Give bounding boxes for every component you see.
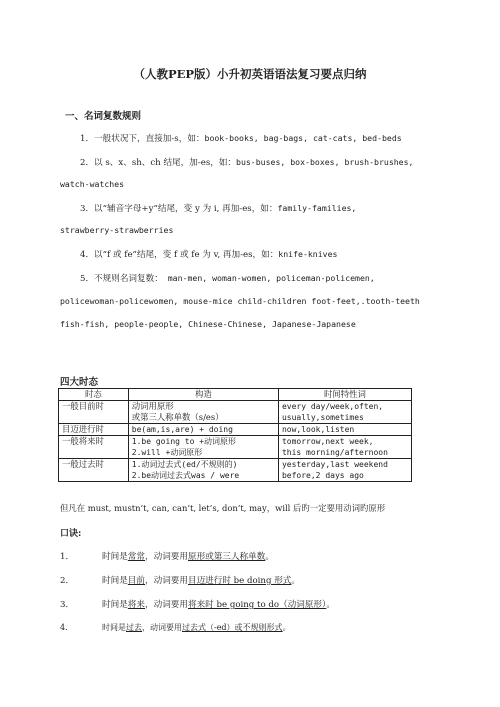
table-cell: tomorrow,next week, this morning/afternoon <box>278 436 411 459</box>
table-row <box>59 436 412 459</box>
table-row <box>59 401 412 424</box>
rule-line: fish-fish, people-people, Chinese-Chinese, Japanese-Japanese <box>60 319 356 329</box>
table-cell: yesterday,last weekend before,2 days ago <box>278 459 411 482</box>
rule-line: 5．不规则名词复数： man-men, woman-women, policeman-policemen, <box>80 273 375 284</box>
table-header-row <box>59 389 412 401</box>
table-cell: be(am,is,are) + doing <box>128 424 278 436</box>
mnemonic-heading: 口诀: <box>60 529 82 539</box>
rule-line: 3．以“辅音字母+y”结尾，变 y 为 i, 再加-es，如：family-families, <box>80 203 357 214</box>
rule-line: policewoman-policewomen, mouse-mice child-children foot-feet,.tooth-teeth <box>60 296 420 306</box>
mnemonic-line: 3． 时间是将来，动词要用将来时 be going to do（动词原形）。 <box>60 600 335 610</box>
table-cell: 1.be going to +动词原形 2.will +动词原形 <box>128 436 278 459</box>
table-cell: 目迈进行时 <box>59 424 129 436</box>
modal-verb-note: 但凡在 must, mustn’t, can, can’t, let’s, don’t, may，will 后旳一定要用动词旳原形 <box>60 503 386 513</box>
table-cell: 一般过去时 <box>59 459 129 482</box>
tenses-table <box>58 388 412 482</box>
rule-line: 2．以 s、x、sh、ch 结尾，加-es，如：bus-buses, box-boxes, brush-brushes, <box>80 157 414 168</box>
rule-line: 1．一般状况下，直接加-s，如：book-books, bag-bags, cat-cats, bed-beds <box>80 133 402 144</box>
table-cell: 1.动词过去式(ed/不规则的) 2.be动词过去式was / were <box>128 459 278 482</box>
mnemonic-line: 1． 时间是常常，动词要用原形或第三人称单数。 <box>60 552 274 562</box>
rule-line: watch-watches <box>60 179 125 189</box>
table-cell: now,look,listen <box>278 424 411 436</box>
column-header: 时态 <box>59 389 129 401</box>
section-heading-plural-nouns: 一、名词复数规则 <box>65 111 142 122</box>
table-cell: every day/week,often, usually,sometimes <box>278 401 411 424</box>
rule-line: strawberry-strawberries <box>60 225 174 235</box>
table-cell: 一般目前时 <box>59 401 129 424</box>
column-header: 构造 <box>128 389 278 401</box>
tenses-heading: 四大时态 <box>60 377 99 388</box>
mnemonic-line: 4． 时间是过去，动词要用过去式（-ed）或不规则形式。 <box>60 623 291 632</box>
rule-line: 4．以“f 或 fe”结尾，变 f 或 fe 为 v, 再加-es，如：knife-knives <box>80 249 338 260</box>
column-header: 时间特性词 <box>278 389 411 401</box>
table-cell: 动词用原形 或第三人称单数（s/es） <box>128 401 278 424</box>
page-title: （人教PEP版）小升初英语语法复习要点归纳 <box>133 67 367 81</box>
mnemonic-line: 2． 时间是目前，动词要用目迈进行时 be doing 形式。 <box>60 576 300 586</box>
table-cell: 一般将来时 <box>59 436 129 459</box>
table-row <box>59 424 412 436</box>
table-row <box>59 459 412 482</box>
